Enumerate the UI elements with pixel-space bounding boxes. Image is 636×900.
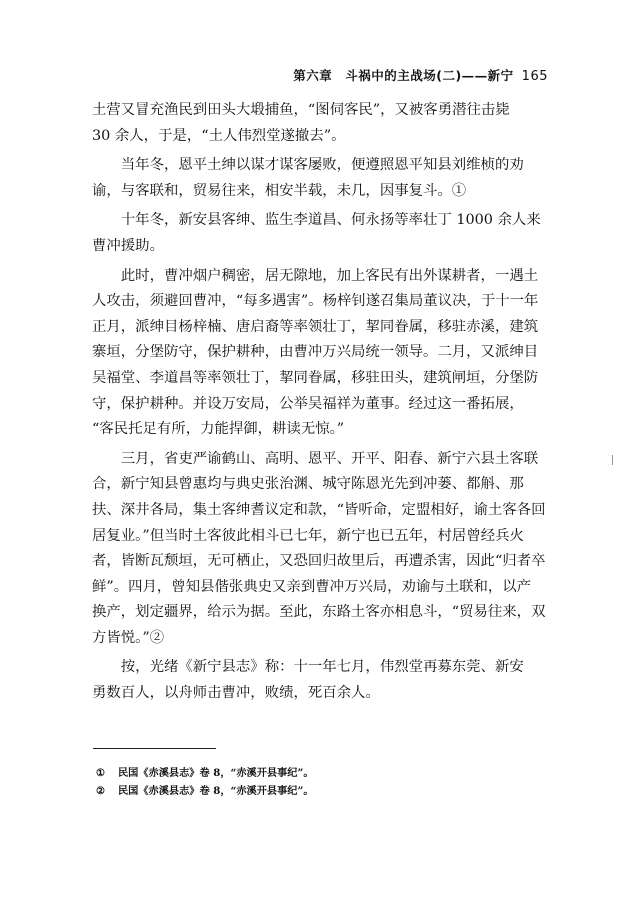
text-line: 寨垣，分堡防守，保护耕种，由曹冲万兴局统一领导。二月，又派绅目 <box>92 344 539 361</box>
text-line: 30 余人，于是，“土人伟烈堂遂撤去”。 <box>92 127 346 144</box>
text-line: 土营又冒充渔民到田头大塅捕鱼，“图伺客民”，又被客勇潜往击毙 <box>92 102 510 118</box>
footnote-mark: ① <box>96 767 106 779</box>
text-line: 十年冬，新安县客绅、监生李道昌、何永扬等率壮丁 1000 余人来 <box>92 212 541 229</box>
text-line: 守，保护耕种。并设万安局，公举吴福祥为董事。经过这一番拓展， <box>92 395 524 412</box>
footnote <box>96 782 314 800</box>
text-line: 扶、深井各局，集土客绅耆议定和款，“皆听命，定盟相好，谕土客各回 <box>92 501 546 518</box>
footnote-divider <box>93 748 216 749</box>
text-line: 三月，省吏严谕鹤山、高明、恩平、开平、阳春、新宁六县土客联 <box>92 450 539 467</box>
running-header <box>0 66 548 84</box>
footnote <box>96 764 314 782</box>
text-line: 合，新宁知县曾惠均与典史张治渊、城守陈恩光先到冲蒌、都斛、那 <box>92 476 524 493</box>
scan-mark <box>612 455 613 465</box>
text-line: 方皆悦。”② <box>92 629 165 646</box>
page-number: 165 <box>521 69 548 84</box>
footnote-text: 民国《赤溪县志》卷 8，“赤溪开县事纪”。 <box>118 785 314 797</box>
text-line: 按，光绪《新宁县志》称：十一年七月，伟烈堂再募东莞、新安 <box>92 659 524 676</box>
text-line: 居复业。”但当时土客彼此相斗已七年，新宁也已五年，村居曾经兵火 <box>92 527 524 544</box>
text-line: 换产，划定疆界，给示为据。至此，东路土客亦相息斗，“贸易往来，双 <box>92 604 546 621</box>
text-line: 人攻击，须避回曹冲，“每多遇害”。杨梓钊遂召集局董议决，于十一年 <box>92 293 539 310</box>
footnotes <box>96 764 314 800</box>
body-text <box>92 98 550 707</box>
running-title: 第六章 斗祸中的主战场(二)——新宁 <box>293 68 514 83</box>
text-line: 正月，派绅目杨梓楠、唐启裔等率领壮丁，挈同眷属，移驻赤溪，建筑 <box>92 318 539 335</box>
text-line: 谕，与客联和，贸易往来，相安半载，未几，因事复斗。① <box>92 182 467 199</box>
text-line: 吴福堂、李道昌等率领壮丁，挈同眷属，移驻田头，建筑闸垣，分堡防 <box>92 369 539 386</box>
text-line: 当年冬，恩平土绅以谋才谋客屡败，便遵照恩平知县刘维桢的劝 <box>92 157 524 174</box>
text-line: “客民托足有所，力能捍御，耕读无惊。” <box>92 421 345 438</box>
text-line: 勇数百人，以舟师击曹冲，败绩，死百余人。 <box>92 685 380 702</box>
text-line: 鲜”。四月，曾知县偕张典史又亲到曹冲万兴局，劝谕与土联和，以产 <box>92 578 532 595</box>
text-line: 此时，曹冲烟户稠密，居无隙地，加上客民有出外谋耕者，一遇土 <box>92 267 539 284</box>
footnote-text: 民国《赤溪县志》卷 8，“赤溪开县事纪”。 <box>118 767 314 779</box>
text-line: 曹冲援助。 <box>92 237 164 254</box>
text-line: 者，皆断瓦颓垣，无可栖止，又恐回归故里后，再遭杀害，因此“归者卒 <box>92 553 546 570</box>
footnote-mark: ② <box>96 785 106 797</box>
